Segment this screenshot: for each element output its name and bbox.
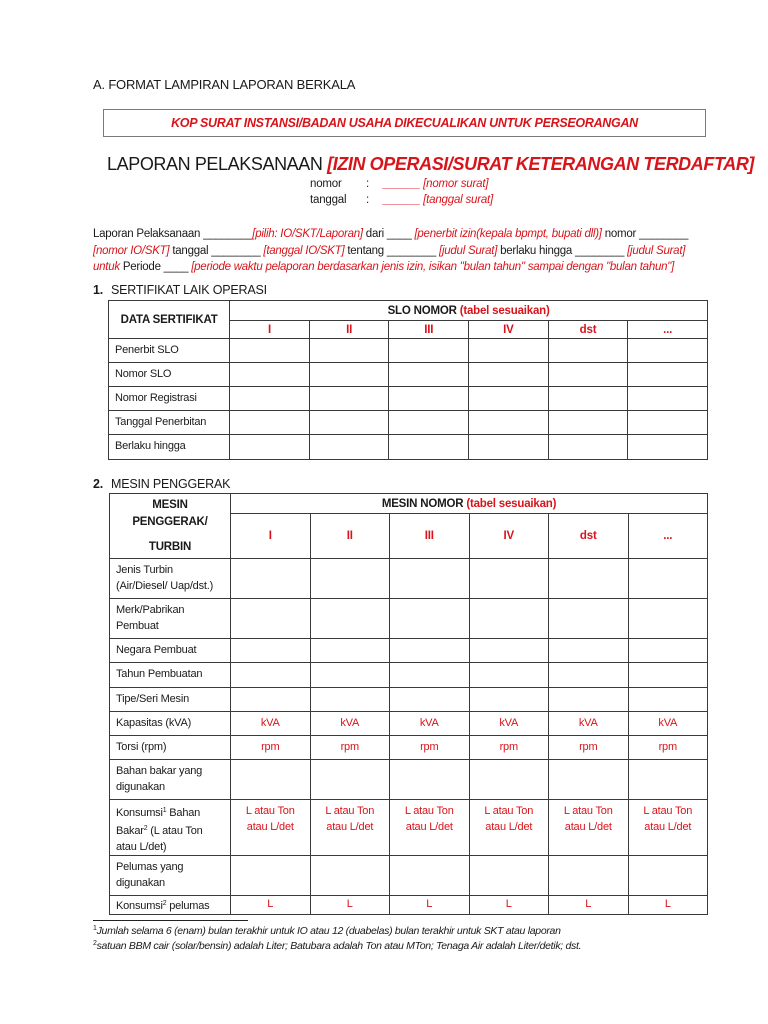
slo-group-note: (tabel sesuaikan) [459,304,550,317]
unit-l2: atau L/det [485,821,533,833]
slo-cell[interactable] [389,363,469,387]
row-label-l2: digunakan [116,781,165,793]
footnote-marker: 1 [93,925,97,932]
slo-cell[interactable] [469,387,549,411]
unit-l1: L atau Ton [245,805,295,817]
mesin-cell[interactable] [469,760,549,800]
unit-cell[interactable]: rpm [469,736,549,760]
row-label [110,896,231,915]
report-title-prefix: LAPORAN PELAKSANAAN [107,154,328,174]
para-placeholder: [nomor IO/SKT] [93,244,170,257]
footnote-text: satuan BBM cair (solar/bensin) adalah Liter; Batubara adalah Ton atau MTon; Tenaga Air adalah Liter/detik; dst. [96,940,582,952]
unit-cell[interactable]: L [390,896,470,915]
row-label-part: Bakar [116,825,144,837]
mesin-group-title: MESIN NOMOR [381,497,467,510]
row-label: Kapasitas (kVA) [110,712,231,736]
meta-nomor [310,178,488,190]
mesin-cell[interactable] [549,760,629,800]
unit-cell[interactable]: rpm [310,736,390,760]
unit-cell[interactable]: kVA [628,712,708,736]
mesin-cell[interactable] [310,856,390,896]
slo-cell[interactable] [469,435,549,460]
table-row [110,639,708,663]
row-label-l1: Pelumas yang [116,861,184,873]
footnote-marker: 2 [93,940,97,947]
para-text: berlaku hingga ________ [497,244,628,257]
table-row [110,559,708,599]
unit-cell[interactable] [390,800,470,856]
slo-col-header: II [309,321,389,339]
slo-cell[interactable] [628,411,708,435]
slo-cell[interactable] [548,411,628,435]
slo-cell[interactable] [548,363,628,387]
unit-cell[interactable]: rpm [549,736,629,760]
row-label: Torsi (rpm) [110,736,231,760]
mesin-cell[interactable] [469,559,549,599]
slo-col-header: I [230,321,310,339]
para-text: tentang ________ [344,244,440,257]
mesin-cell[interactable] [549,559,629,599]
row-label: Nomor SLO [109,363,230,387]
mesin-cell[interactable] [231,663,311,688]
row-label-part: Konsumsi [116,807,163,819]
report-title [107,154,754,175]
slo-cell[interactable] [548,435,628,460]
mesin-cell[interactable] [231,599,311,639]
mesin-cell[interactable] [469,639,549,663]
mesin-first-header [110,494,231,559]
meta-colon: : [366,178,369,190]
mesin-cell[interactable] [469,599,549,639]
row-label-part: pelumas [166,900,210,912]
slo-cell[interactable] [548,387,628,411]
section-a-heading [93,77,355,92]
slo-cell[interactable] [309,411,389,435]
meta-key: tanggal [310,194,347,206]
section-1-heading [93,283,267,297]
mesin-col-header: ... [628,514,708,559]
slo-cell[interactable] [469,363,549,387]
slo-col-header: III [389,321,469,339]
section-1-number: 1. [93,283,104,297]
para-placeholder: [penerbit izin(kepala bpmpt, bupati dll)] [414,228,602,240]
mesin-cell[interactable] [310,760,390,800]
unit-cell[interactable]: L [549,896,629,915]
section-2-number: 2. [93,477,104,491]
unit-cell[interactable]: L [469,896,549,915]
mesin-cell[interactable] [549,688,629,712]
unit-cell[interactable]: rpm [231,736,311,760]
mesin-group-note: (tabel sesuaikan) [466,497,557,510]
slo-cell[interactable] [628,363,708,387]
meta-key: nomor [310,178,342,190]
row-label: Tahun Pembuatan [110,663,231,688]
unit-cell[interactable]: kVA [231,712,311,736]
meta-tanggal [310,194,493,206]
meta-value: ______ [nomor surat] [383,178,489,190]
section-2-heading [93,477,230,491]
mesin-cell[interactable] [549,856,629,896]
table-row [110,663,708,688]
footnote-2 [93,940,581,952]
report-title-bracket: [IZIN OPERASI/SURAT KETERANGAN TERDAFTAR] [327,154,755,174]
table-row [109,387,708,411]
meta-value: ______ [tanggal surat] [383,194,494,206]
section-1-title: SERTIFIKAT LAIK OPERASI [111,283,267,297]
para-text: dari ____ [362,228,415,240]
mesin-cell[interactable] [390,856,470,896]
mesin-cell[interactable] [628,559,708,599]
row-label-part: Konsumsi [116,900,163,912]
slo-cell[interactable] [628,435,708,460]
table-row [109,339,708,363]
mesin-cell[interactable] [310,688,390,712]
row-label [110,599,231,639]
mesin-first-header-l2: PENGGERAK/ [132,515,208,528]
slo-cell[interactable] [309,435,389,460]
intro-paragraph [93,226,713,276]
unit-l2: atau L/det [405,821,453,833]
row-label [110,559,231,599]
footnote-ref: 2 [143,825,148,832]
kop-surat-text: KOP SURAT INSTANSI/BADAN USAHA DIKECUALIKAN UNTUK PERSEORANGAN [171,116,638,130]
para-placeholder: [judul Surat] [439,244,498,257]
mesin-cell[interactable] [310,599,390,639]
mesin-cell[interactable] [549,663,629,688]
mesin-cell[interactable] [231,856,311,896]
para-text: tanggal ________ [169,244,264,257]
table-row [110,688,708,712]
footnote-divider [93,920,248,921]
footnote-ref: 1 [162,807,167,814]
unit-cell[interactable] [231,800,311,856]
mesin-cell[interactable] [549,599,629,639]
para-text: Laporan Pelaksanaan ________ [93,228,253,240]
slo-first-header: DATA SERTIFIKAT [109,301,230,339]
unit-cell[interactable] [310,800,390,856]
row-label-l2: (Air/Diesel/ Uap/dst.) [116,580,214,592]
mesin-first-header-l3: TURBIN [148,540,192,553]
para-text: nomor ________ [601,228,689,240]
unit-cell[interactable]: kVA [390,712,470,736]
slo-cell[interactable] [230,363,310,387]
table-row [110,800,708,856]
unit-l1: L atau Ton [404,805,454,817]
table-row [109,435,708,460]
mesin-cell[interactable] [469,663,549,688]
table-row [110,599,708,639]
section-a-label: A. [93,77,105,92]
row-label-part: (L atau Ton [147,825,203,837]
row-label-l1: Merk/Pabrikan [116,604,185,616]
mesin-col-header: I [231,514,311,559]
mesin-cell[interactable] [310,559,390,599]
mesin-cell[interactable] [390,639,470,663]
slo-cell[interactable] [469,411,549,435]
unit-cell[interactable]: L [310,896,390,915]
slo-cell[interactable] [230,387,310,411]
mesin-first-header-l1: MESIN [152,498,188,511]
mesin-cell[interactable] [628,856,708,896]
footnote-ref: 2 [162,900,167,907]
slo-col-header: dst [548,321,628,339]
table-row [110,736,708,760]
slo-cell[interactable] [389,411,469,435]
mesin-cell[interactable] [231,639,311,663]
kop-surat-box [103,109,706,137]
slo-cell[interactable] [628,339,708,363]
slo-table [108,300,708,460]
mesin-cell[interactable] [390,559,470,599]
unit-cell[interactable]: rpm [390,736,470,760]
mesin-col-header: III [390,514,470,559]
unit-l2: atau L/det [246,821,294,833]
unit-l1: L atau Ton [484,805,534,817]
slo-group-header [230,301,708,321]
slo-col-header: ... [628,321,708,339]
mesin-col-header: IV [469,514,549,559]
unit-l2: atau L/det [326,821,374,833]
meta-colon: : [366,194,369,206]
table-row [109,363,708,387]
row-label-part: atau L/det) [116,841,167,853]
row-label: Tanggal Penerbitan [109,411,230,435]
unit-l1: L atau Ton [563,805,613,817]
table-row [110,856,708,896]
row-label [110,800,231,856]
row-label-l1: Bahan bakar yang [116,765,203,777]
mesin-cell[interactable] [231,760,311,800]
mesin-cell[interactable] [628,639,708,663]
mesin-cell[interactable] [231,559,311,599]
table-row [110,896,708,915]
para-placeholder: [pilih: IO/SKT/Laporan] [252,228,363,240]
row-label: Tipe/Seri Mesin [110,688,231,712]
mesin-cell[interactable] [390,688,470,712]
para-placeholder: [periode waktu pelaporan berdasarkan jenis izin, isikan "bulan tahun" sampai dengan "bulan tahun"] [191,261,675,273]
row-label: Berlaku hingga [109,435,230,460]
unit-cell[interactable] [628,800,708,856]
unit-cell[interactable] [549,800,629,856]
mesin-cell[interactable] [628,663,708,688]
table-row [110,760,708,800]
mesin-cell[interactable] [390,663,470,688]
mesin-cell[interactable] [628,760,708,800]
footnote-text: Jumlah selama 6 (enam) bulan terakhir untuk IO atau 12 (duabelas) bulan terakhir untuk SKT atau laporan [96,925,561,937]
footnote-1 [93,925,561,937]
para-placeholder: [judul Surat] untuk [93,244,686,273]
row-label: Nomor Registrasi [109,387,230,411]
table-row [109,411,708,435]
mesin-cell[interactable] [469,688,549,712]
slo-cell[interactable] [230,339,310,363]
row-label-l2: Pembuat [116,620,159,632]
slo-cell[interactable] [230,435,310,460]
mesin-col-header: II [310,514,390,559]
unit-cell[interactable]: rpm [628,736,708,760]
section-a-title: FORMAT LAMPIRAN LAPORAN BERKALA [108,77,356,92]
row-label: Penerbit SLO [109,339,230,363]
unit-cell[interactable]: kVA [310,712,390,736]
slo-cell[interactable] [389,387,469,411]
slo-cell[interactable] [309,363,389,387]
unit-l1: L atau Ton [643,805,693,817]
mesin-cell[interactable] [310,663,390,688]
para-text: Periode ____ [119,261,192,273]
unit-cell[interactable]: L [231,896,311,915]
mesin-table [109,493,708,915]
slo-cell[interactable] [548,339,628,363]
mesin-cell[interactable] [628,688,708,712]
mesin-cell[interactable] [628,599,708,639]
slo-cell[interactable] [309,339,389,363]
row-label-l2: digunakan [116,877,165,889]
slo-group-title: SLO NOMOR [387,304,460,317]
unit-cell[interactable] [469,800,549,856]
mesin-cell[interactable] [310,639,390,663]
para-placeholder: [tanggal IO/SKT] [263,244,345,257]
mesin-cell[interactable] [549,639,629,663]
unit-cell[interactable]: kVA [469,712,549,736]
unit-cell[interactable]: L [628,896,708,915]
slo-cell[interactable] [230,411,310,435]
table-row [110,712,708,736]
mesin-cell[interactable] [390,760,470,800]
unit-l2: atau L/det [644,821,692,833]
unit-l2: atau L/det [564,821,612,833]
slo-cell[interactable] [309,387,389,411]
slo-cell[interactable] [389,435,469,460]
unit-cell[interactable]: kVA [549,712,629,736]
mesin-cell[interactable] [231,688,311,712]
slo-col-header: IV [469,321,549,339]
slo-cell[interactable] [628,387,708,411]
row-label-l1: Jenis Turbin [116,564,173,576]
mesin-col-header: dst [549,514,629,559]
row-label [110,856,231,896]
mesin-cell[interactable] [469,856,549,896]
row-label: Negara Pembuat [110,639,231,663]
unit-l1: L atau Ton [325,805,375,817]
slo-cell[interactable] [389,339,469,363]
mesin-cell[interactable] [390,599,470,639]
row-label [110,760,231,800]
row-label-part: Bahan [166,807,201,819]
section-2-title: MESIN PENGGERAK [111,477,231,491]
slo-cell[interactable] [469,339,549,363]
mesin-group-header [231,494,708,514]
